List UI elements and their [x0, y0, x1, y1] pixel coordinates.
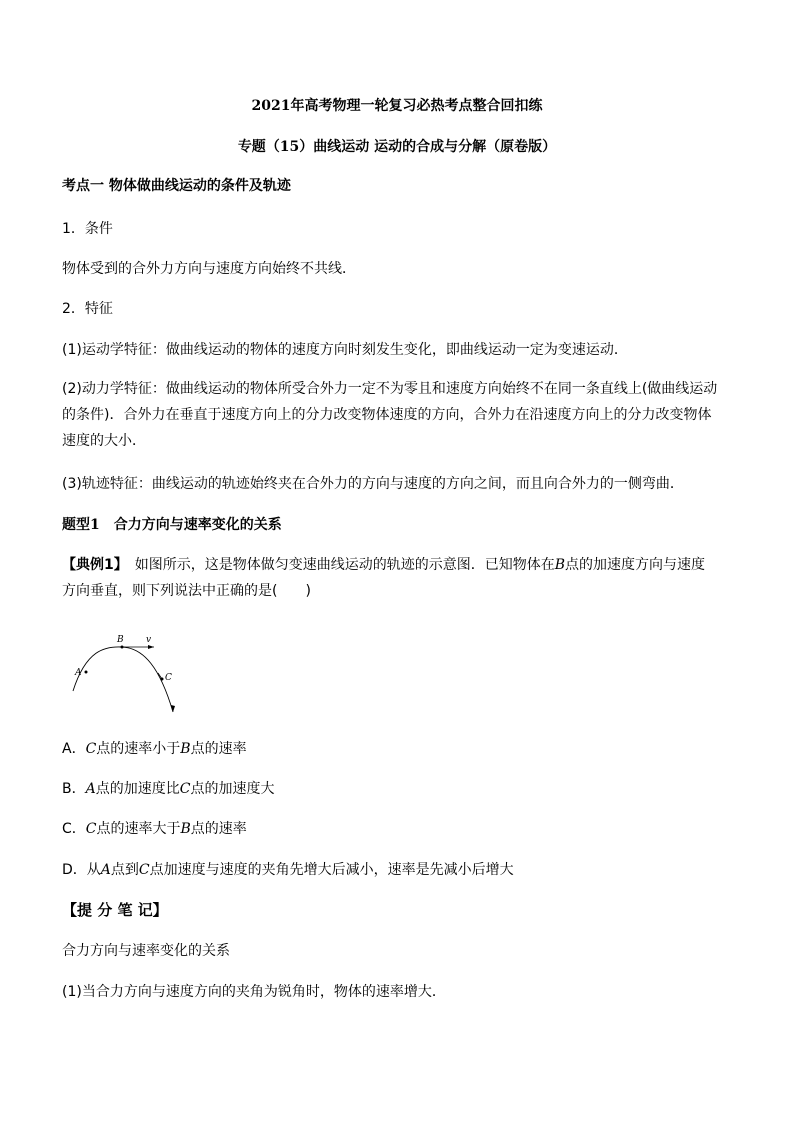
option-a-prefix: A．: [62, 741, 86, 757]
question-line-1: [62, 555, 705, 575]
option-b-mid: 点的加速度比: [95, 781, 180, 797]
option-d-var-2: C: [138, 862, 150, 878]
feature-2-line-3: 速度的大小．: [62, 433, 146, 449]
option-b[interactable]: [62, 779, 274, 799]
velocity-arrowhead: [148, 645, 154, 649]
notes-line-1: 合力方向与速率变化的关系: [62, 943, 230, 959]
point-a: [85, 671, 88, 674]
trajectory-figure: [62, 628, 202, 723]
trajectory-curve: [73, 647, 173, 712]
condition-title: 1．条件: [62, 221, 113, 237]
feature-2-line-2: 的条件)．合外力在垂直于速度方向上的分力改变物体速度的方向，合外力在沿速度方向上的分力改变物体: [62, 407, 712, 423]
notes-heading: 【提 分 笔 记】: [62, 901, 168, 919]
option-a-post: 点的速率: [190, 741, 247, 757]
doc-subtitle: 专题（15）曲线运动 运动的合成与分解（原卷版）: [237, 139, 557, 155]
question-line-2: 方向垂直，则下列说法中正确的是( ): [62, 583, 311, 599]
option-c-var-2: B: [180, 821, 191, 837]
feature-2-line-1: (2)动力学特征：做曲线运动的物体所受合外力一定不为零且和速度方向始终不在同一条直线上(做曲线运动: [62, 381, 718, 397]
example-label: 【典例1】: [62, 557, 121, 573]
label-b: B: [117, 635, 124, 645]
label-c: C: [165, 673, 172, 683]
label-a: A: [75, 668, 82, 678]
option-b-post: 点的加速度大: [190, 781, 275, 797]
point-b: [121, 646, 124, 649]
option-d-var-1: A: [100, 862, 111, 878]
option-b-prefix: B．: [62, 781, 86, 797]
type-heading: 题型1 合力方向与速率变化的关系: [62, 517, 282, 533]
feature-title: 2．特征: [62, 301, 113, 317]
feature-3: (3)轨迹特征：曲线运动的轨迹始终夹在合外力的方向与速度的方向之间，而且向合外力的一侧弯曲．: [62, 476, 684, 492]
option-d[interactable]: [62, 860, 514, 880]
option-b-var-1: A: [85, 781, 96, 797]
question-var-b: B: [554, 557, 566, 573]
option-c-post: 点的速率: [190, 821, 247, 837]
option-b-var-2: C: [179, 781, 191, 797]
option-c-mid: 点的速率大于: [96, 821, 181, 837]
point-c: [161, 678, 164, 681]
option-d-mid: 点到: [110, 862, 139, 878]
option-c-prefix: C．: [62, 821, 86, 837]
label-v: v: [146, 635, 152, 645]
notes-line-2: (1)当合力方向与速度方向的夹角为锐角时，物体的速率增大．: [62, 984, 446, 1000]
option-a[interactable]: [62, 739, 247, 759]
option-a-var-1: C: [85, 741, 97, 757]
feature-1: (1)运动学特征：做曲线运动的物体的速度方向时刻发生变化，即曲线运动一定为变速运动．: [62, 342, 628, 358]
option-a-mid: 点的速率小于: [96, 741, 181, 757]
doc-title: 2021年高考物理一轮复习必热考点整合回扣练: [251, 98, 543, 114]
section-heading: 考点一 物体做曲线运动的条件及轨迹: [62, 178, 291, 194]
option-d-prefix: D．从: [62, 862, 101, 878]
condition-text: 物体受到的合外力方向与速度方向始终不共线．: [62, 261, 356, 277]
question-text-c: 点的加速度方向与速度: [565, 557, 706, 573]
question-text-a: 如图所示，这是物体做匀变速曲线运动的轨迹的示意图．已知物体在: [120, 557, 555, 573]
option-a-var-2: B: [180, 741, 191, 757]
option-c[interactable]: [62, 819, 247, 839]
option-d-post: 点加速度与速度的夹角先增大后减小，速率是先减小后增大: [149, 862, 514, 878]
option-c-var-1: C: [85, 821, 97, 837]
